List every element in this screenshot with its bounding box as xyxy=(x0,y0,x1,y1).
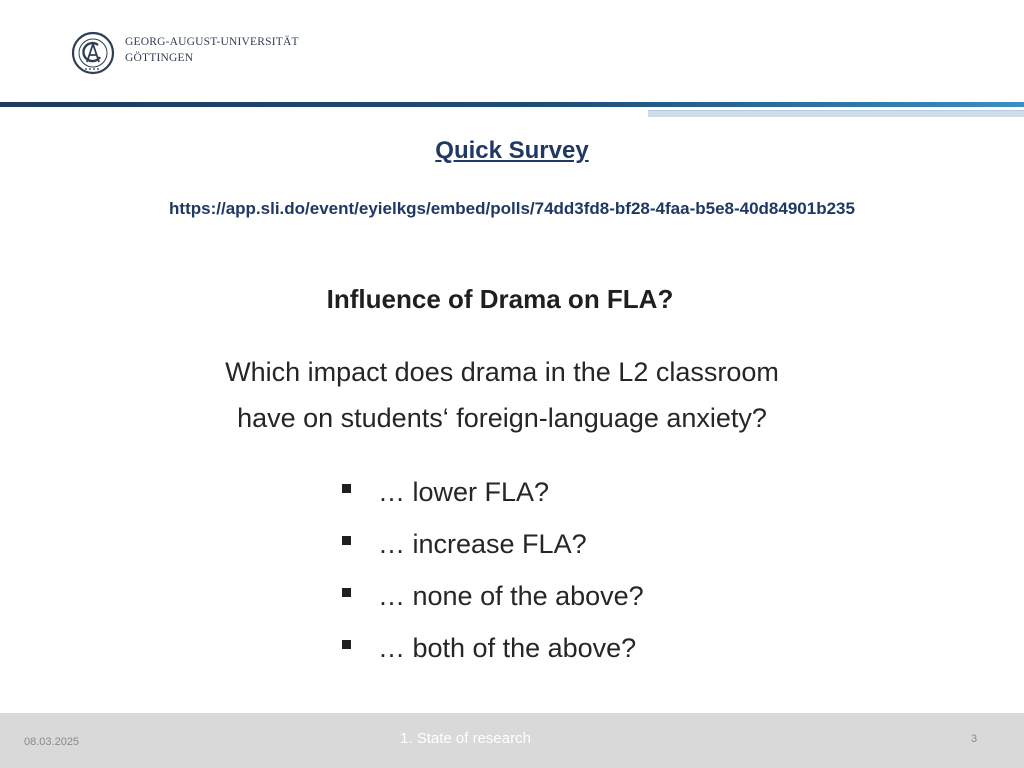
answer-options-list xyxy=(342,466,644,674)
university-logo xyxy=(70,30,320,80)
square-bullet-icon xyxy=(342,588,351,597)
question-line-2: have on students‘ foreign-language anxiety? xyxy=(237,403,767,433)
survey-title: Quick Survey xyxy=(435,137,589,164)
list-item xyxy=(342,622,644,674)
header-band xyxy=(0,102,1024,107)
footer-section-title: 1. State of research xyxy=(400,730,531,747)
option-text: … lower FLA? xyxy=(378,476,550,507)
survey-link[interactable]: https://app.sli.do/event/eyielkgs/embed/polls/74dd3fd8-bf28-4faa-b5e8-40d84901b235 xyxy=(169,199,855,218)
square-bullet-icon xyxy=(342,640,351,649)
footer-date: 08.03.2025 xyxy=(24,736,80,748)
option-text: … both of the above? xyxy=(378,632,637,663)
option-text: … none of the above? xyxy=(378,580,644,611)
question-title: Influence of Drama on FLA? xyxy=(326,284,674,314)
university-name-line2: GÖTTINGEN xyxy=(125,52,194,64)
question-line-1: Which impact does drama in the L2 classroom xyxy=(225,357,779,387)
header-band-accent xyxy=(648,110,1024,117)
square-bullet-icon xyxy=(342,536,351,545)
question-text xyxy=(0,349,1004,441)
list-item xyxy=(342,518,644,570)
option-text: … increase FLA? xyxy=(378,528,587,559)
square-bullet-icon xyxy=(342,484,351,493)
list-item xyxy=(342,466,644,518)
university-seal-icon xyxy=(70,30,116,76)
university-name-line1: GEORG-AUGUST-UNIVERSITÄT xyxy=(125,36,299,48)
page-number: 3 xyxy=(971,733,978,745)
list-item xyxy=(342,570,644,622)
footer-bar xyxy=(0,713,1024,768)
